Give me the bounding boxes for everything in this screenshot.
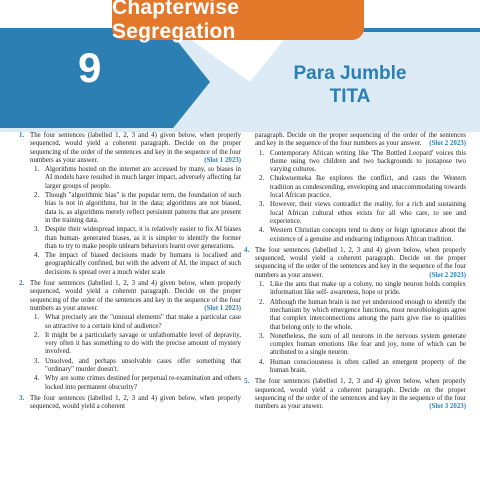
sentence-number: 2. bbox=[34, 192, 40, 200]
banner-title: Chapterwise Segregation bbox=[112, 0, 240, 43]
sentence-item bbox=[30, 192, 241, 225]
sentence-number: 4. bbox=[259, 358, 265, 366]
sentence-number: 4. bbox=[34, 252, 40, 260]
question-text: The four sentences (labelled 1, 2, 3 and 4) given below, when properly sequenced, would yield a coherent paragraph. Decide on the proper sequencing of the order of the sentences and key in the sequence of the four numbers as your answer. bbox=[255, 378, 466, 411]
chapterwise-banner bbox=[112, 0, 364, 43]
sentence-item bbox=[255, 227, 466, 244]
question-number: 3. bbox=[19, 394, 25, 402]
slot-tag: (Slot 1 2023) bbox=[204, 304, 241, 312]
sentence-item bbox=[30, 332, 241, 357]
sentence-item bbox=[255, 299, 466, 332]
sentence-text: It might be a particularly savage or unfathomable level of depravity, very often it has something to do with the precise amount of mystery involved. bbox=[45, 331, 241, 356]
slot-tag: (Slot 3 2023) bbox=[429, 403, 466, 411]
sentence-list bbox=[30, 314, 241, 392]
sentence-text: Algorithms hosted on the internet are accessed by many, so biases in AI models have resulted in much larger impact, adversely affecting far larger groups of people. bbox=[45, 166, 241, 190]
question bbox=[244, 246, 466, 375]
question bbox=[19, 394, 241, 412]
question bbox=[19, 280, 241, 392]
sentence-number: 4. bbox=[259, 227, 265, 235]
question bbox=[244, 378, 466, 411]
sentence-text: The impact of biased decisions made by humans is localised and geographically confined, but with the advent of AI, the impact of such decisions is spread over a much wider scale bbox=[45, 252, 241, 276]
right-column bbox=[244, 132, 466, 480]
sentence-text: Unsolved, and perhaps unsolvable cases offer something that "ordinary" murder doesn't. bbox=[45, 357, 241, 374]
sentence-text: What precisely are the "unusual elements" that make a particular case so attractive to a certain kind of audience? bbox=[45, 314, 241, 330]
sentence-list bbox=[30, 166, 241, 277]
sentence-number: 1. bbox=[259, 149, 265, 157]
sentence-number: 2. bbox=[34, 331, 40, 339]
sentence-number: 2. bbox=[259, 298, 265, 306]
question-intro bbox=[30, 395, 241, 412]
question-text: The four sentences (labelled 1, 2, 3 and 4) given below, when properly sequenced, would yield a coherent paragraph. Decide on the proper sequencing of the order of the sentences and key in the sequence of the four numbers as your answer. bbox=[30, 280, 241, 312]
question-intro bbox=[30, 132, 241, 165]
sentence-number: 1. bbox=[34, 166, 40, 174]
sentence-item bbox=[30, 166, 241, 191]
question-text: The four sentences (labelled 1, 2, 3 and 4) given below, when properly sequenced, would yield a coherent paragraph. Decide on the proper sequencing of the order of the sentences and key in the sequence of the four numbers as your answer. bbox=[30, 132, 241, 164]
slot-tag: (Slot 2 2023) bbox=[429, 271, 466, 279]
slot-tag: (Slot 1 2023) bbox=[204, 156, 241, 164]
question-text: paragraph. Decide on the proper sequencing of the order of the sentences and key in the sequence of the four numbers as your answer. bbox=[255, 132, 466, 148]
sentence-text: However, their views contradict the reality, for a rich and sustaining local African cultural ethos exists for all who care, to see and experience. bbox=[270, 201, 466, 225]
sentence-text: Despite their widespread impact, it is relatively easier to fix AI biases than human- generated biases, as it is simpler to identify the former than to try to make people unlearn behaviors learnt over generations. bbox=[45, 226, 241, 250]
sentence-text: Chukwuemeka Ike explores the conflict, and casts the Western tradition as condescending, enveloping and unaccommodating towards local African practice. bbox=[270, 175, 466, 200]
chapter-title-line1: Para Jumble bbox=[293, 63, 407, 84]
sentence-text: Human consciousness is often called an emergent property of the human brain. bbox=[270, 358, 466, 375]
sentence-text: Though "algorithmic bias" is the popular term, the foundation of such bias is not in algorithms, but in the data; algorithms are not biased, data is, as algorithms merely reflect persistent patterns that are present in the training data. bbox=[45, 192, 241, 224]
question-text: The four sentences (labelled 1, 2, 3 and 4) given below, when properly sequenced, would yield a coherent paragraph. Decide on the proper sequencing of the order of the sentences and key in the sequence of the four numbers as your answer. bbox=[255, 246, 466, 279]
sentence-item bbox=[255, 175, 466, 200]
sentence-number: 3. bbox=[259, 201, 265, 209]
slot-tag: (Slot 2 2023) bbox=[429, 140, 466, 148]
sentence-item bbox=[30, 226, 241, 251]
question-number: 5. bbox=[244, 378, 250, 386]
sentence-item bbox=[255, 201, 466, 226]
question-number: 2. bbox=[19, 280, 25, 288]
sentence-text: Contemporary African writing like 'The Bottled Leopard' voices this theme using two children and two backgrounds to juxtapose two varying cultures. bbox=[270, 149, 466, 174]
sentence-list bbox=[255, 150, 466, 244]
sentence-list bbox=[255, 281, 466, 375]
sentence-text: Nonetheless, the sum of all neurons in the nervous system generate complex human emotions like fear and joy, none of which can be attributed to a single neuron. bbox=[270, 332, 466, 357]
question bbox=[255, 132, 466, 244]
sentence-number: 4. bbox=[34, 375, 40, 383]
question bbox=[19, 132, 241, 277]
chapter-number: 9 bbox=[78, 44, 102, 91]
sentence-item bbox=[255, 150, 466, 175]
sentence-number: 3. bbox=[34, 357, 40, 365]
question-intro bbox=[255, 247, 466, 280]
sentence-text: Like the ants that make up a colony, no single neuron holds complex information like self- awareness, hope or pride. bbox=[270, 281, 466, 297]
sentence-item bbox=[30, 314, 241, 331]
sentence-item bbox=[255, 281, 466, 298]
sentence-number: 1. bbox=[34, 314, 40, 322]
chapter-title bbox=[240, 62, 460, 108]
sentence-text: Although the human brain is not yet understood enough to identify the mechanism by which emergence functions, most neurobiologists agree that complex interconnections among the parts give rise to qualities that belong only to the whole. bbox=[270, 298, 466, 331]
sentence-item bbox=[255, 359, 466, 376]
sentence-item bbox=[30, 375, 241, 392]
question-intro bbox=[255, 132, 466, 149]
question-columns bbox=[19, 132, 466, 480]
sentence-number: 1. bbox=[259, 281, 265, 289]
question-text: The four sentences (labelled 1, 2, 3 and 4) given below, when properly sequenced, would yield a coherent bbox=[30, 394, 241, 411]
sentence-item bbox=[30, 358, 241, 375]
sentence-item bbox=[30, 252, 241, 277]
sentence-text: Why are some crimes destined for perpetual re-examination and others locked into permanent obscurity? bbox=[45, 375, 241, 391]
question-number: 1. bbox=[19, 132, 25, 139]
left-column bbox=[19, 132, 241, 480]
question-number: 4. bbox=[244, 246, 250, 254]
question-intro bbox=[255, 378, 466, 411]
sentence-number: 3. bbox=[34, 226, 40, 234]
sentence-number: 2. bbox=[259, 175, 265, 183]
sentence-item bbox=[255, 333, 466, 358]
sentence-text: Western Christian concepts tend to deny or feign ignorance about the existence of a genuine and endearing indigenous African tradition. bbox=[270, 227, 466, 243]
question-intro bbox=[30, 280, 241, 313]
chapter-title-line2: TITA bbox=[329, 86, 371, 107]
sentence-number: 3. bbox=[259, 332, 265, 340]
